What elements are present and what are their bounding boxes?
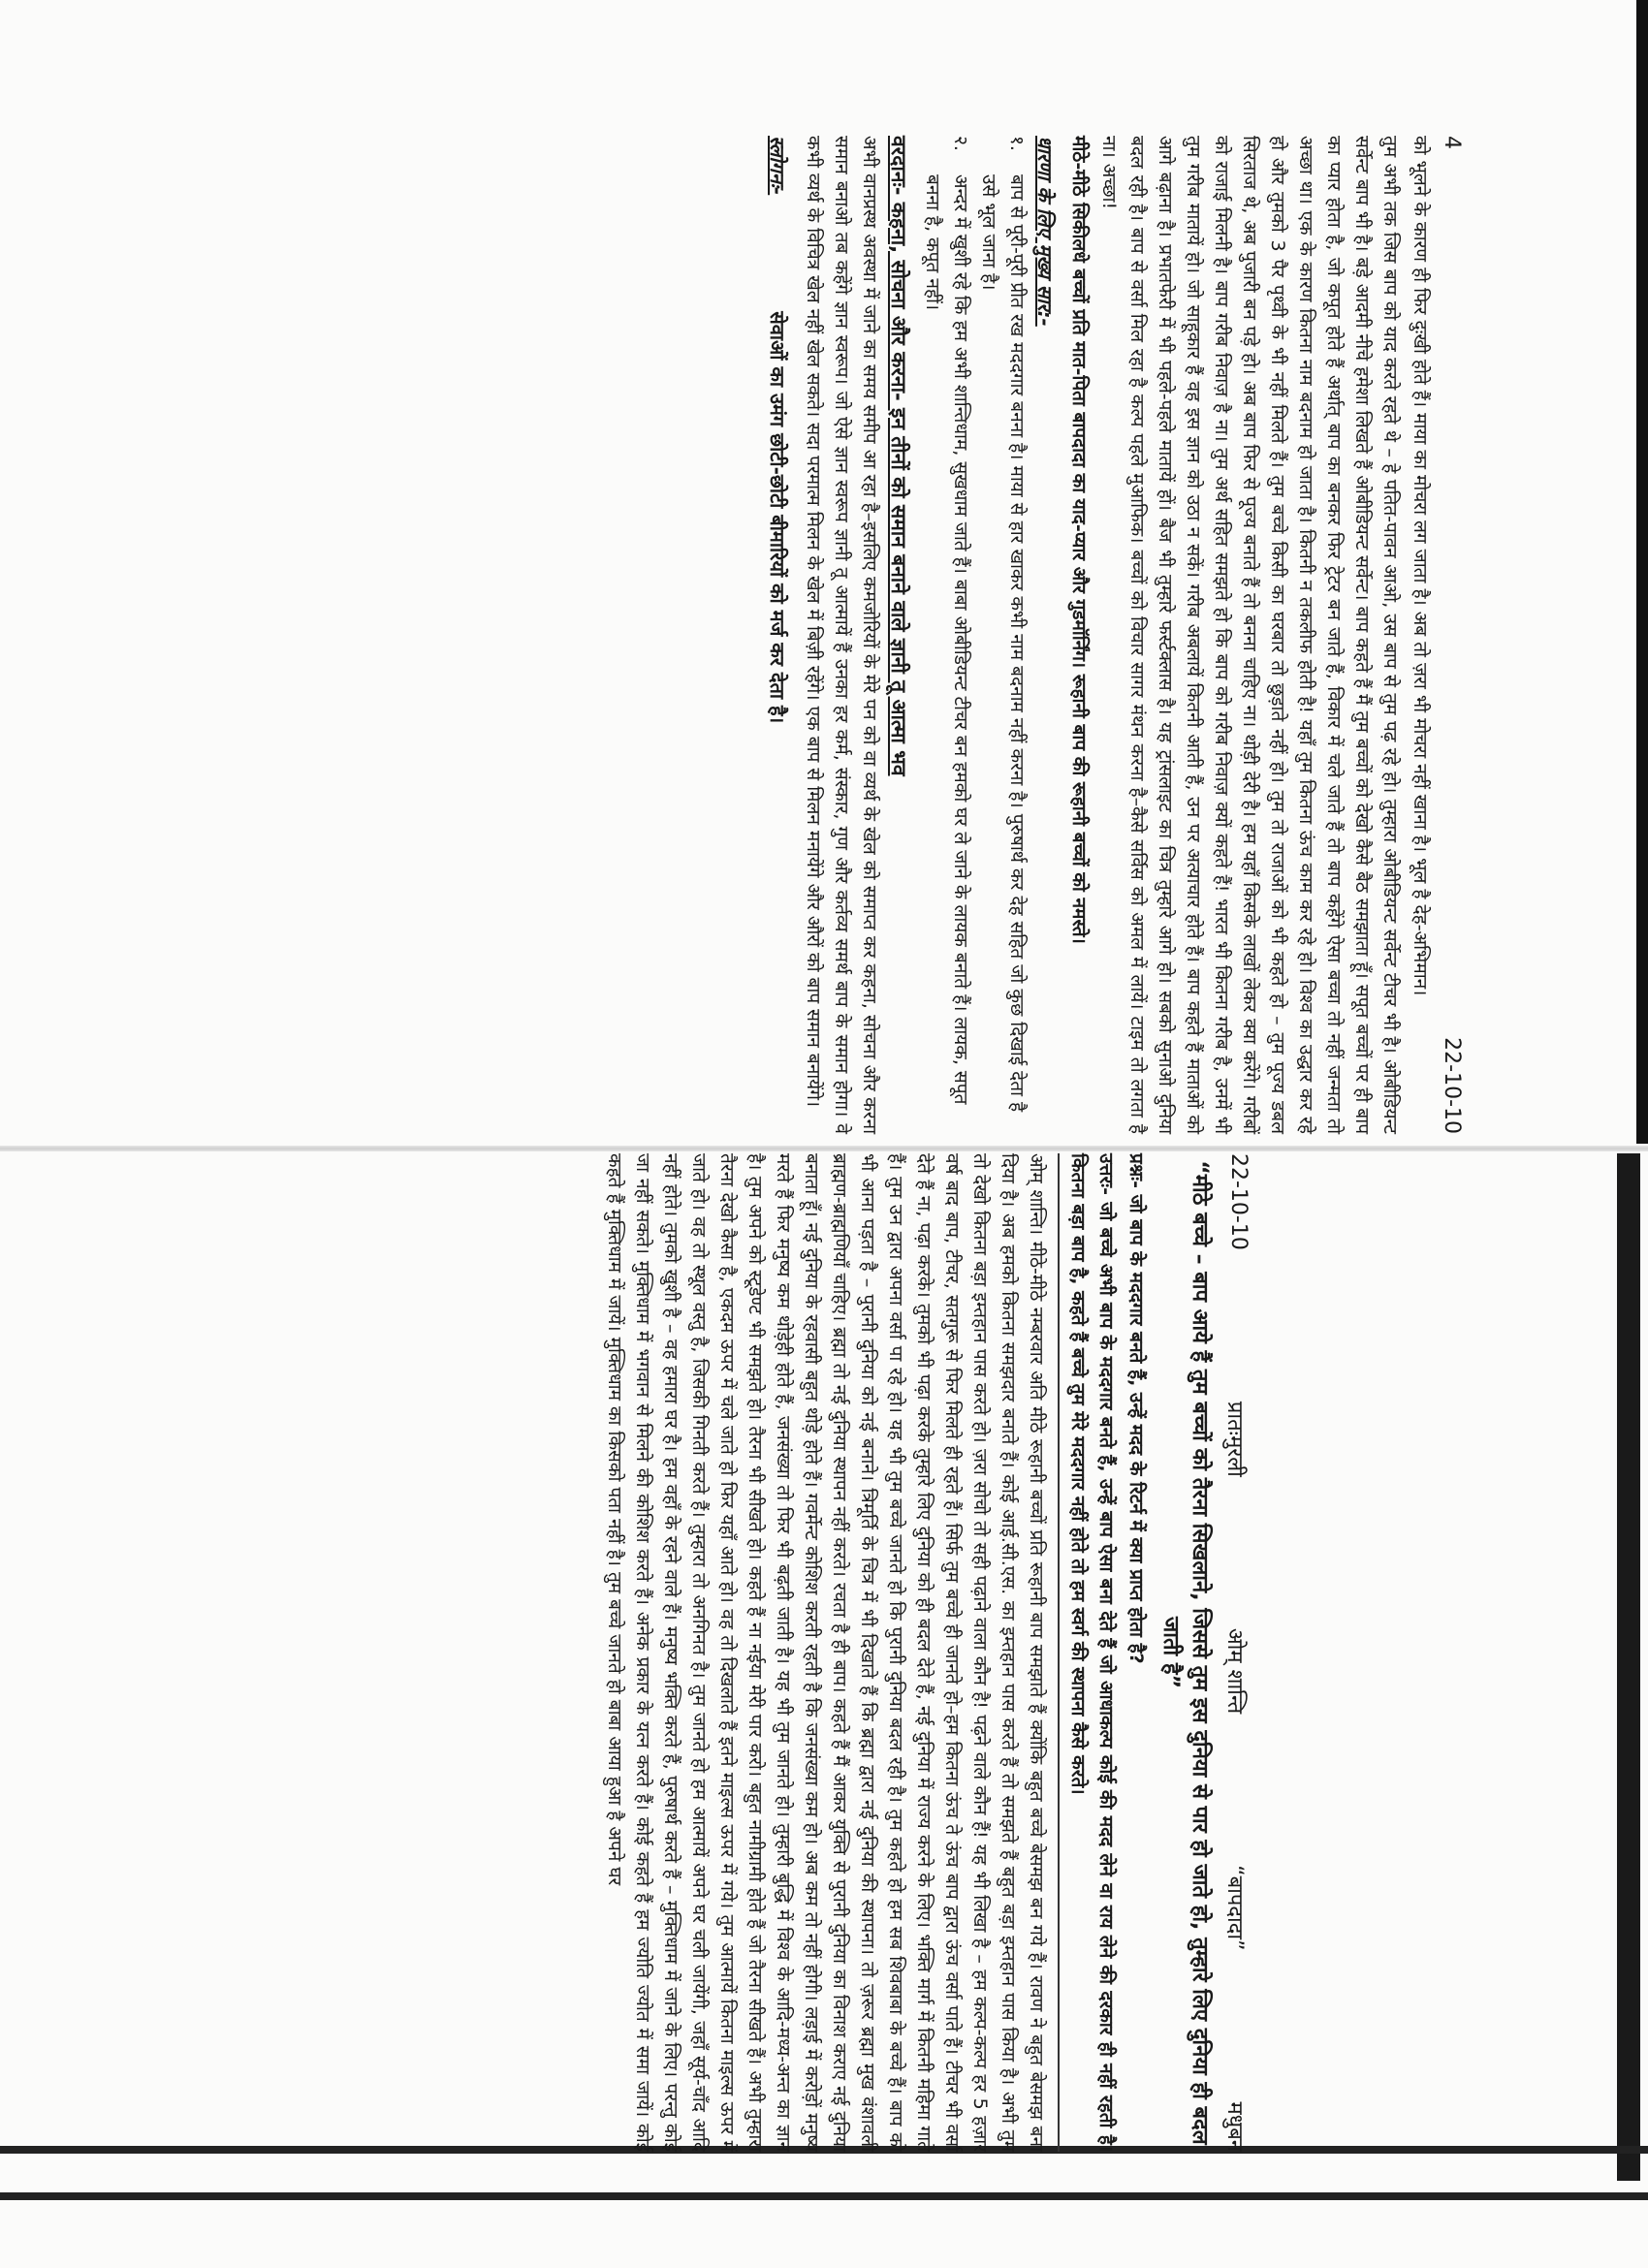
page-date: 22-10-10 [1440,1037,1464,1134]
dharna-heading: धारणा के लिए मुख्य सार:- [1033,136,1057,327]
header-place: मधुबन [1222,2101,1247,2152]
vardan-text: अभी वानप्रस्थ अवस्था में जाने का समय समीप आ रहा है–इसलिए कमजोरियों के मेरे पन को वा व्यर्थ के खेल को समाप्त कर कहना, सोचना और करना समान बनाओ तब कहेंगे ज्ञान स्वरूप। जो ऐसे ज्ञान स्वरूप ज्ञानी तू आत्मायें हैं उनका हर कर्म, संस्कार, गुण और कर्तव्य समर्थ बाप के समान होगा। वे कभी व्यर्थ के विचित्र खेल नहीं खेल सकते। सदा परमात्म मिलन के खेल में बिज़ी रहेंगे। एक बाप से मिलन मनायेंगे और औरों को बाप समान बनायेंगे। [803,136,880,1134]
closing-paragraph: मीठे-मीठे सिकीलधे बच्चों प्रति मात-पिता बापदादा का याद-प्यार और गुडमॉर्निंग। रूहानी बाप की रूहानी बच्चों को नमस्ते। [1068,136,1090,944]
dharna-item [974,136,1030,1134]
slogan-text: सेवाओं का उमंग छोटी-छोटी बीमारियों को मर्ज कर देता है। [766,311,789,724]
body-paragraph: ओम् शान्ति। मीठे-मीठे नम्बरवार अति मीठे रूहानी बच्चों प्रति रूहानी बाप समझाते हैं क्योंकि बहुत बच्चे बेसमझ बन गये हैं। रावण ने बहुत बेसमझ बना दिया है। अब हमको कितना समझदार बनाते हैं। कोई आई.सी.एस. का इम्तहान पास करते हैं तो समझते हैं बहुत बड़ा इम्तहान पास किया है। अभी तुम तो देखो कितना बड़ा इम्तहान पास करते हो। ज़रा सोचो तो सही पढ़ाने वाला कौन है! पढ़ने वाले कौन हैं! यह भी लिखा है – हम कल्प-कल्प हर 5 हज़ार वर्ष बाद बाप, टीचर, सतगुरू से फिर मिलते ही रहते हैं। सिर्फ तुम बच्चे ही जानते हो–हम कितना ऊंच ते ऊंच बाप द्वारा ऊंच वर्सा पाते हैं। टीचर भी वर्सा देते हैं ना, पढ़ा करके। तुमको भी पढ़ा करके तुम्हारे लिए दुनिया को ही बदल देते हैं, नई दुनिया में राज्य करने के लिए। भक्ति मार्ग में कितनी महिमा गाते हैं। तुम उन द्वारा अपना वर्सा पा रहे हो। यह भी तुम बच्चे जानते हो कि पुरानी दुनिया बदल रही है। तुम कहते हो हम सब शिवबाबा के बच्चे हैं। बाप को भी आना पड़ता है – पुरानी दुनिया को नई बनाने। त्रिमूर्ति के चित्र में भी दिखाते हैं कि ब्रह्मा द्वारा नई दुनिया की स्थापना। तो ज़रूर ब्रह्मा मुख वंशावली ब्राह्मण-ब्राह्मणियाँ चाहिए। ब्रह्मा तो नई दुनिया स्थापन नहीं करते। रचता है ही बाप। कहते हैं मैं आकर युक्ति से पुरानी दुनिया का विनाश कराए नई दुनिया बनाता हूँ। नई दुनिया के रहवासी बहुत थोड़े होते हैं। गवर्मेन्ट कोशिश करती रहती है कि जनसंख्या कम हो। अब कम तो नहीं होगी। लड़ाई में करोड़ों मनुष्य मरते हैं फिर मनुष्य कम थोड़ेही होते हैं, जनसंख्या तो फिर भी बढ़ती जाती है। यह भी तुम जानते हो। तुम्हारी बुद्धि में विश्व के आदि-मध्य-अन्त का ज्ञान है। तुम अपने को स्टूडेण्ट भी समझते हो। तैरना भी सीखते हो। कहते हैं ना नईया मेरी पार करो। बहुत नामीग्रामी होते हैं जो तैरना सीखते हैं। अभी तुम्हारा तैरना देखो कैसा है, एकदम ऊपर में चले जाते हो फिर यहाँ आते हो। वह तो दिखलाते हैं इतने माइल्स ऊपर में गये। तुम आत्मायें कितना माइल्स ऊपर में जाते हो। वह तो स्थूल वस्तु है, जिसकी गिनती करते हैं। तुम्हारा तो अनगिनत है। तुम जानते हो हम आत्मायें अपने घर चली जायेंगी, जहाँ सूर्य-चाँद आदि नहीं होते। तुमको खुशी है – वह हमारा घर है। हम वहाँ के रहने वाले हैं। मनुष्य भक्ति करते हैं, पुरुषार्थ करते हैं – मुक्तिधाम में जाने के लिए। परन्तु कोई जा नहीं सकते। मुक्तिधाम में भगवान से मिलने की कोशिश करते हैं। अनेक प्रकार के यत्न करते हैं। कोई कहते हैं हम ज्योति ज्योत में समा जायें। कोई कहते हैं मुक्तिधाम में जायें। मुक्तिधाम का किसको पता नहीं है। तुम बच्चे जानते हो बाबा आया हुआ है अपने घर [604,1153,1047,2152]
question: प्रश्नः- जो बाप के मददगार बनते हैं, उन्हें मदद के रिटर्न में क्या प्राप्त होता है? [1125,1153,1147,1664]
header-bapdada: “बापदादा” [1222,1865,1247,1951]
page-number: 4 [1440,136,1464,149]
page-header [1440,136,1464,1134]
slogan-label: स्लोगनः- [766,136,789,196]
dharna-item [918,136,974,1134]
body-paragraph: को भूलने के कारण ही फिर दुःखी होते हैं। माया का मोचरा लग जाता है। अब तो ज़रा भी मोचरा नहीं खाना है। भूल है देह-अभिमान। [1410,136,1431,996]
scan-edge [1617,1153,1640,2181]
scan-edge [1636,0,1648,1144]
item-number: १. [1006,136,1028,151]
page-one [174,1153,1251,2152]
answer: उत्तरः- जो बच्चे अभी बाप के मददगार बनते हैं, उन्हें बाप ऐसा बना देते हैं जो आधाकल्प कोई की मदद लेने वा राय लेने की दरकार ही नहीं रहती है। कितना बड़ा बाप है, कहते हैं बच्चे तुम मेरे मददगार नहीं होते तो हम स्वर्ग की स्थापना कैसे करते। [1067,1153,1117,2152]
divider [1058,1153,1060,2152]
header-om-shanti: ओम् शान्ति [1222,1627,1247,1715]
murli-title: “मीठे बच्चे – बाप आये हैं तुम बच्चों को तैरना सिखलाने, जिससे तुम इस दुनिया से पार हो जाते हो, तुम्हारे लिए दुनिया ही बदल जाती है” [1158,1160,1212,2145]
header-murli: प्रातःमुरली [1222,1401,1247,1477]
item-text: बाप से पूरी-पूरी प्रीत रख मददगार बनना है। माया से हार खाकर कभी नाम बदनाम नहीं करना है। पुरुषार्थ कर देह सहित जो कुछ दिखाई देता है उसे भूल जाना है। [978,174,1028,1113]
vardan-heading: वरदानः- कहना, सोचना और करना- इन तीनों को समान बनाने वाले ज्ञानी तू आत्मा भव [887,136,910,776]
item-number: २. [950,136,971,151]
header-date: 22-10-10 [1226,1153,1251,1250]
scan-edge [0,2192,1648,2200]
slogan [765,136,791,1134]
item-text: अन्दर में खुशी रहे कि हम अभी शान्तिधाम, सुखधाम जाते हैं। बाबा ओबीडियन्ट टीचर बन हमको घर ले जाने के लायक बनाते हैं। लायक, सपूत बनना है, कपूत नहीं। [922,174,971,1105]
body-paragraph: तुम अभी तक जिस बाप को याद करते रहते थे – हे पतित-पावन आओ, उस बाप से तुम पढ़ रहे हो। तुम्हारा ओबीडियन्ट सर्वेन्ट टीचर भी है। ओबीडियन्ट सर्वेन्ट बाप भी है। बड़े आदमी नीचे हमेशा लिखते हैं ओबीडियन्ट सर्वेन्ट। बाप कहते हैं मैं तुम बच्चों को देखो कैसे बैठ समझाता हूँ। सपूत बच्चों पर ही बाप का प्यार होता है, जो कपूत होते हैं अर्थात् बाप का बनकर फिर ट्रेटर बन जाते हैं, विकार में चले जाते हैं तो बाप कहेंगे ऐसा बच्चा तो नहीं जन्मता तो अच्छा था। एक के कारण कितना नाम बदनाम हो जाता है। कितनी न तकलीफ होती है! यहाँ तुम कितना ऊंच काम कर रहे हो। विश्व का उद्धार कर रहे हो और तुमको 3 पैर पृथ्वी के भी नहीं मिलते हैं। तुम बच्चे किसी का घरबार तो छुड़ाते नहीं हो। तुम तो राजाओं को भी कहते हो – तुम पूज्य डबल सिरताज थे, अब पुजारी बन पड़े हो। अब बाप फिर से पूज्य बनाते हैं तो बनना चाहिए ना। थोड़ी देरी है। हम यहाँ किसके लाखों लेकर क्या करेंगे। गरीबों को राजाई मिलनी है। बाप गरीब निवाज़ है ना। तुम अर्थ सहित समझते हो कि बाप को गरीब निवाज़ क्यों कहते हैं! भारत भी कितना गरीब है, उनमें भी तुम गरीब मातायें हो। जो साहूकार हैं वह इस ज्ञान को उठा न सकें। गरीब अबलायें कितनी आती हैं, उन पर अत्याचार होते हैं। बाप कहते हैं माताओं को आगे बढ़ाना है। प्रभातफेरी में भी पहले-पहले मातायें हों। बैज भी तुम्हारे फर्स्टक्लास है। यह ट्रांसलाइट का चित्र तुम्हारे आगे हो। सबको सुनाओ दुनिया बदल रही है। बाप से वर्सा मिल रहा है कल्प पहले मुआफिक। बच्चों को विचार सागर मंथन करना है–कैसे सर्विस को अमल में लायें। टाइम तो लगता है ना। अच्छा! [1098,136,1401,1134]
page-fold [0,1146,1648,1151]
page-header [1221,1153,1251,2152]
page-four [174,136,1464,1134]
